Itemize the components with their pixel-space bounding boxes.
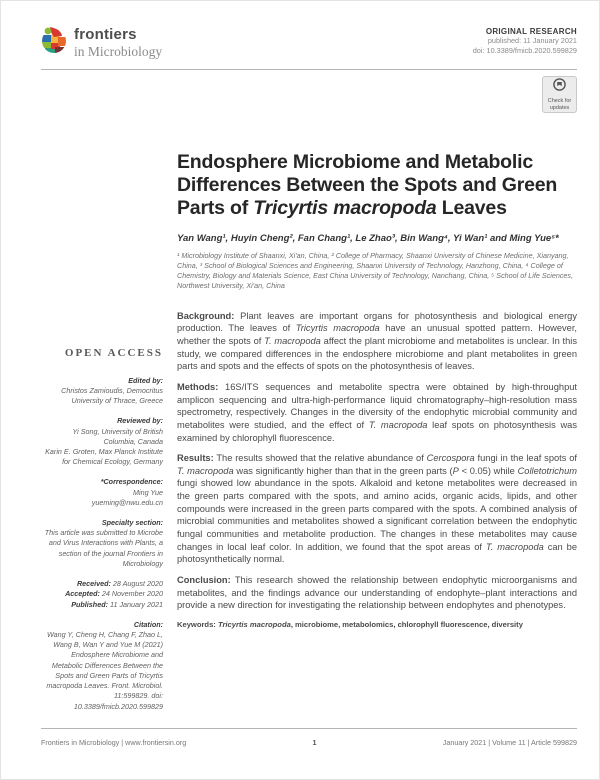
specialty-section-text: This article was submitted to Microbe and Virus Interactions with Plants, a section of the journal Frontiers in Microbiology: [44, 528, 163, 568]
correspondence-email[interactable]: yueming@nwu.edu.cn: [91, 497, 163, 507]
accepted-date: 24 November 2020: [101, 589, 163, 599]
abstract-conclusion: Conclusion: This research showed the relationship between endophytic microorganisms and metabolites, and the findings advance our understanding of endophyte–plant interactions and provide a new direction for investigating the relationship between endophytes and phenotypes.: [177, 574, 577, 611]
check-for-updates-badge[interactable]: [542, 76, 577, 113]
abstract-methods: Methods: 16S/ITS sequences and metabolite spectra were obtained by high-throughput amplicon sequencing and ultra-high-performance liquid chromatography–high-resolution mass spectrometry, respectively. Changes in the diversity of the endophytic microbial community and metabolites were studied, and the effect of T. macropoda leaf spots on photosynthesis was examined by chlorophyll fluorescence.: [177, 381, 577, 443]
correspondence-name: Ming Yue: [133, 487, 163, 497]
frontiers-logo-icon: [41, 27, 67, 59]
journal-wordmark: [74, 27, 162, 59]
published-line: [41, 600, 163, 610]
accepted-line: [41, 589, 163, 599]
published-date-line: published: 11 January 2021: [487, 36, 577, 45]
page-footer: [41, 728, 577, 779]
abstract-results: Results: The results showed that the relative abundance of Cercospora fungi in the leaf spots of T. macropoda was significantly higher than that in the green parts (P < 0.05) while Colletotrichum fungi showed low abundance in the spots. Alkaloid and ketone metabolites were decreased in the green parts compared with the spots, and amino acids, organic acids, lipids, and other compounds were increased in the green parts compared with the spots. A combined analysis of microbial communities and metabolites showed a significant correlation between the endophytic fungal communities and metabolite production. The changes in these metabolites may cause changes in local leaf color. In addition, we found that the spot areas of T. macropoda can be photosynthetically normal.: [177, 453, 577, 565]
open-access-label: OPEN ACCESS: [64, 347, 163, 360]
citation-text: Wang Y, Cheng H, Chang F, Zhao L, Wang B, Wan Y and Yue M (2021) Endosphere Microbiome and Metabolic Differences Between the Spots and Green Parts of Tricyrtis macropoda Leaves. Front. Microbiol. 11:599829. doi: 10.3389/fmicb.2020.599829: [46, 630, 163, 711]
received-label: Received:: [76, 579, 111, 589]
article-info-sidebar: [41, 113, 163, 722]
footer-issue-info: January 2021 | Volume 11 | Article 599829: [442, 738, 577, 747]
reviewer-2: Karin E. Groten, Max Planck Institute for Chemical Ecology, Germany: [45, 446, 163, 467]
journal-name: frontiers: [74, 26, 137, 43]
received-date: 28 August 2020: [112, 579, 163, 589]
correspondence-block: [41, 477, 163, 508]
edited-by-label: Edited by:: [128, 375, 163, 385]
journal-subtitle: in Microbiology: [74, 43, 163, 59]
specialty-section-label: Specialty section:: [101, 518, 163, 528]
published-date: 11 January 2021: [109, 599, 163, 609]
editor-name: Christos Zamioudis, Democritus University of Thrace, Greece: [61, 385, 163, 406]
footer-journal-url[interactable]: Frontiers in Microbiology | www.frontiersin.org: [41, 738, 187, 747]
page-header: [41, 27, 577, 59]
abstract-background: Background: Plant leaves are important organs for photosynthesis and biological energy production. The leaves of Tricyrtis macropoda have an unusual spotted pattern. However, whether the spots of T. macropoda affect the plant microbiome and metabolites is unclear. In this study, we compared differences in the endosphere microbiome and plant metabolites in green parts and spots and the effects of spots on the photosynthesis of leaves.: [177, 310, 578, 372]
crossmark-icon: [553, 78, 566, 96]
accepted-label: Accepted:: [65, 589, 100, 599]
article-title: Endosphere Microbiome and Metabolic Differences Between the Spots and Green Parts of Tricyrtis macropoda Leaves: [177, 151, 558, 220]
header-meta: [473, 27, 577, 56]
badge-row: [41, 76, 577, 113]
affiliations: ¹ Microbiology Institute of Shaanxi, Xi'an, China, ² College of Pharmacy, Shaanxi University of Chinese Medicine, Xianyang, China, ³ School of Biological Sciences and Engineering, Shaanxi University of Technology, Hanzhong, China, ⁴ College of Chemistry, Biology and Materials Science, East China University of Technology, Nanchang, China, ⁵ School of Life Sciences, Northwest University, Xi'an, China: [177, 251, 574, 290]
article-type-label: ORIGINAL RESEARCH: [485, 27, 577, 36]
citation-label: Citation:: [133, 619, 163, 629]
reviewed-by-block: [41, 416, 163, 467]
reviewer-1: Yi Song, University of British Columbia, Canada: [72, 426, 163, 446]
check-for-updates-label: Check for updates: [547, 97, 572, 111]
frontiers-logo: [41, 27, 162, 59]
keywords-line: Keywords: Tricyrtis macropoda, microbiome, metabolomics, chlorophyll fluorescence, diversity: [177, 619, 523, 629]
abstract-section: [177, 310, 577, 629]
article-main-column: [177, 113, 577, 722]
published-label: Published:: [71, 599, 108, 609]
author-list: Yan Wang¹, Huyin Cheng², Fan Chang¹, Le Zhao³, Bin Wang⁴, Yi Wan¹ and Ming Yue⁵*: [177, 233, 559, 245]
doi-line: doi: 10.3389/fmicb.2020.599829: [472, 45, 577, 55]
edited-by-block: [41, 376, 163, 407]
correspondence-label: *Correspondence:: [100, 477, 163, 487]
specialty-section-block: [41, 518, 163, 569]
header-divider: [41, 69, 577, 70]
reviewed-by-label: Reviewed by:: [117, 416, 163, 426]
citation-block: [41, 620, 163, 712]
dates-block: [41, 579, 163, 610]
received-line: [41, 579, 163, 589]
content-columns: [41, 113, 577, 722]
page-number: 1: [312, 738, 317, 747]
